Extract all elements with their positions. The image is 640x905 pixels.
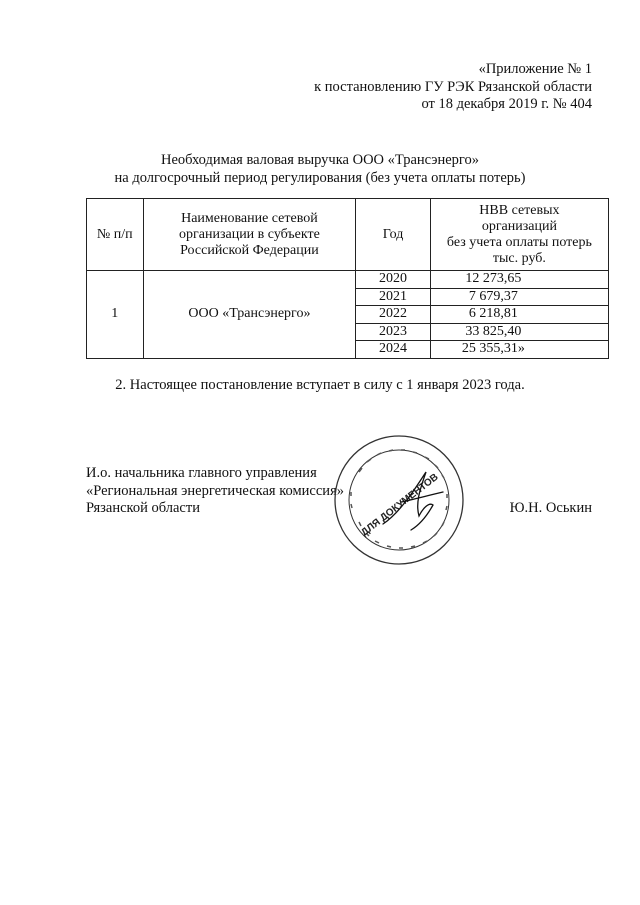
header-revenue-line: НВВ сетевых [479,202,560,218]
header-year: Год [356,199,431,271]
appendix-header-line2: к постановлению ГУ РЭК Рязанской области [314,78,592,95]
value-cell: 12 273,65 [430,271,608,289]
stamp-center-text: ДЛЯ ДОКУМЕНТОВ [359,471,441,539]
header-revenue [430,199,608,271]
header-number: № п/п [87,199,144,271]
appendix-header-line3: от 18 декабря 2019 г. № 404 [421,96,592,112]
organization-name: ООО «Трансэнерго» [143,271,356,359]
signer-position-line1: И.о. начальника главного управления [86,465,317,481]
header-revenue-line: организаций [481,218,557,234]
value-cell: 6 218,81 [430,306,608,324]
signer-position-line3: Рязанской области [86,500,200,516]
table-row [87,271,609,289]
table-header-row [87,199,609,271]
year-cell: 2023 [356,323,431,341]
year-cell: 2020 [356,271,431,289]
appendix-header [314,61,592,114]
document-title [0,152,640,187]
year-cell: 2024 [356,341,431,359]
document-title-line2: на долгосрочный период регулирования (без учета оплаты потерь) [114,169,526,186]
header-organization-line: Наименование сетевой [181,210,318,226]
header-revenue-line: без учета оплаты потерь [446,234,592,250]
value-cell: 7 679,37 [430,288,608,306]
effective-date-clause: 2. Настоящее постановление вступает в силу с 1 января 2023 года. [115,377,525,393]
signature-block [86,465,344,518]
signer-name: Ю.Н. Оськин [509,500,592,516]
year-cell: 2021 [356,288,431,306]
header-revenue-line: тыс. руб. [492,250,546,266]
signer-position-line2: «Региональная энергетическая комиссия» [86,482,344,499]
year-cell: 2022 [356,306,431,324]
appendix-header-line1: «Приложение № 1 [478,61,592,77]
document-title-line1: Необходимая валовая выручка ООО «Трансэнерго» [160,152,480,168]
official-stamp [331,432,467,568]
revenue-table [86,198,609,359]
header-organization [143,199,356,271]
header-organization-line: Российской Федерации [180,242,319,258]
value-cell: 25 355,31» [430,341,608,359]
header-organization-line: организации в субъекте [179,226,320,242]
row-number: 1 [87,271,144,359]
value-cell: 33 825,40 [430,323,608,341]
